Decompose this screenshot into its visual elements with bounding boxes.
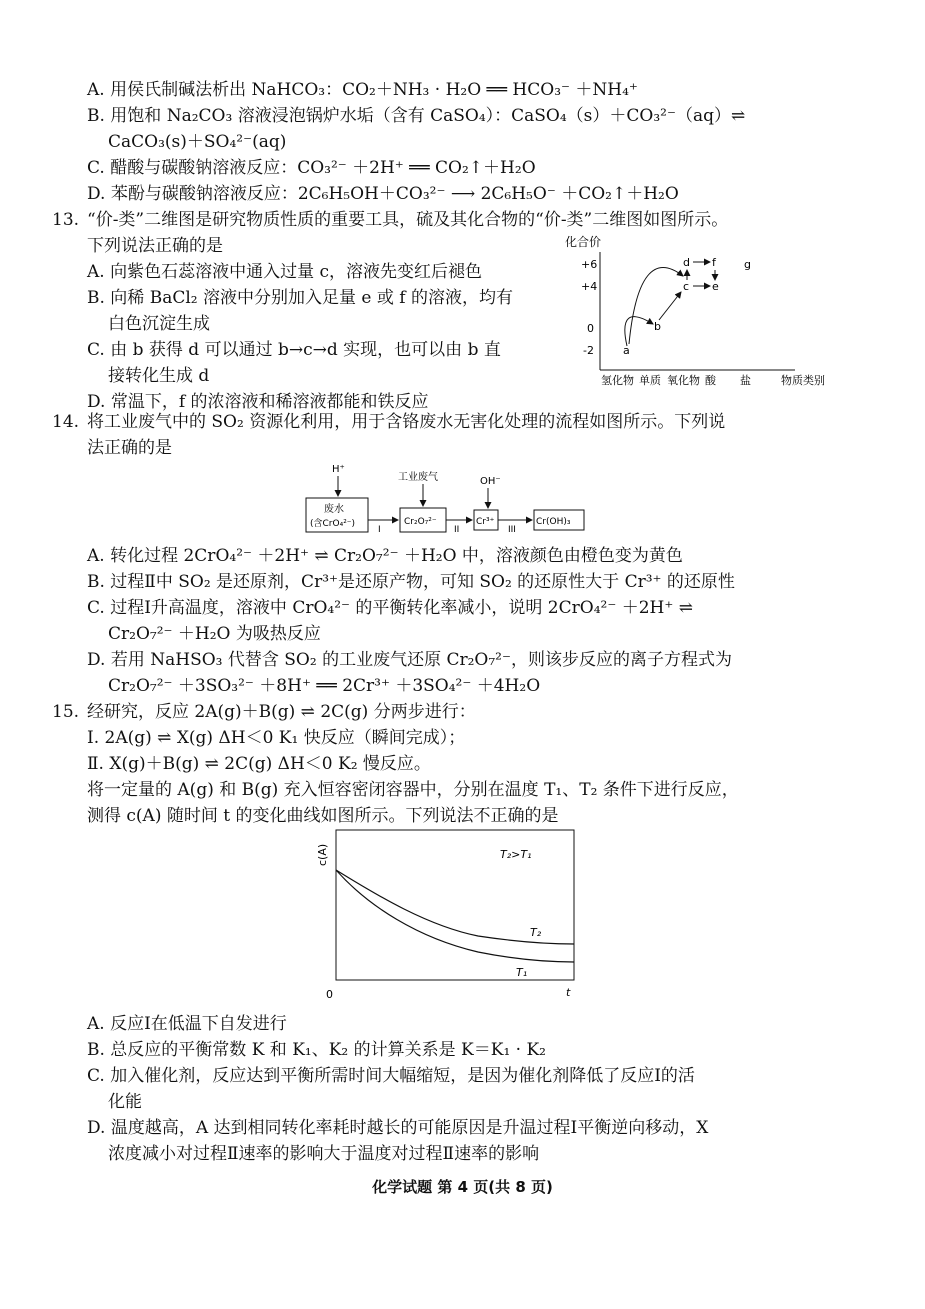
q15-stem-cont2: 测得 c(A) 随时间 t 的变化曲线如图所示。下列说法不正确的是 [87, 806, 559, 826]
graph-ylabel: c(A) [316, 843, 329, 866]
q15-option-a: A. 反应Ⅰ在低温下自发进行 [87, 1014, 287, 1034]
process-flow-diagram [300, 458, 600, 540]
graph-xlabel: t [566, 986, 571, 999]
diagram-xcat-oxide: 氧化物 [667, 374, 700, 387]
q12-option-c: C. 醋酸与碳酸钠溶液反应：CO₃²⁻ ＋2H⁺ ══ CO₂↑＋H₂O [87, 158, 536, 178]
q12-option-d: D. 苯酚与碳酸钠溶液反应：2C₆H₅OH＋CO₃²⁻ ⟶ 2C₆H₅O⁻ ＋CO₂↑＋H₂O [87, 184, 679, 204]
point-c: c [683, 280, 690, 293]
curve-t2-label: T₂ [530, 926, 542, 939]
q14-option-a: A. 转化过程 2CrO₄²⁻ ＋2H⁺ ⇌ Cr₂O₇²⁻ ＋H₂O 中，溶液颜色由橙色变为黄色 [87, 546, 683, 566]
diagram-xcat-hydride: 氢化物 [601, 374, 634, 387]
flow-box-dichromate-label: Cr₂O₇²⁻ [404, 517, 437, 527]
graph-note: T₂>T₁ [500, 848, 532, 861]
point-g: g [744, 258, 751, 271]
flow-step-2: II [454, 525, 460, 535]
q13-option-c-cont: 接转化生成 d [108, 366, 210, 386]
q15-option-c-cont: 化能 [108, 1092, 142, 1112]
diagram-xcat-element: 单质 [639, 374, 661, 387]
flow-h-plus: H⁺ [332, 464, 345, 475]
diagram-ylabel: 化合价 [565, 235, 602, 249]
point-f: f [712, 256, 716, 269]
valence-class-diagram [555, 232, 845, 390]
arrow-b-to-c [659, 292, 681, 320]
graph-frame [336, 830, 574, 980]
q15-reaction-2: Ⅱ. X(g)＋B(g) ⇌ 2C(g) ΔH＜0 K₂ 慢反应。 [87, 754, 431, 774]
q13-option-a: A. 向紫色石蕊溶液中通入过量 c，溶液先变红后褪色 [87, 262, 483, 282]
diagram-xcat-acid: 酸 [705, 374, 716, 387]
point-a: a [623, 344, 630, 357]
diagram-ytick-6: +6 [581, 258, 598, 271]
q14-stem-cont: 法正确的是 [87, 438, 172, 458]
flow-box-wastewater-line2: (含CrO₄²⁻) [310, 519, 356, 529]
q15-stem-cont: 将一定量的 A(g) 和 B(g) 充入恒容密闭容器中，分别在温度 T₁、T₂ 条件下进行反应， [87, 780, 739, 800]
q13-stem-cont: 下列说法正确的是 [87, 236, 223, 256]
q14-option-c-cont: Cr₂O₇²⁻ ＋H₂O 为吸热反应 [108, 624, 321, 644]
diagram-ytick-4: +4 [581, 280, 598, 293]
q15-reaction-1: Ⅰ. 2A(g) ⇌ X(g) ΔH＜0 K₁ 快反应（瞬间完成）； [87, 728, 466, 748]
q12-option-a: A. 用侯氏制碱法析出 NaHCO₃：CO₂＋NH₃ · H₂O ══ HCO₃⁻ ＋NH₄⁺ [87, 80, 638, 100]
point-e: e [712, 280, 719, 293]
point-b: b [654, 320, 661, 333]
curve-t1 [336, 870, 574, 962]
flow-box-wastewater-line1: 废水 [324, 504, 344, 515]
q15-option-c: C. 加入催化剂，反应达到平衡所需时间大幅缩短，是因为催化剂降低了反应Ⅰ的活 [87, 1066, 695, 1086]
q14-option-b: B. 过程Ⅱ中 SO₂ 是还原剂，Cr³⁺是还原产物，可知 SO₂ 的还原性大于 Cr³⁺ 的还原性 [87, 572, 735, 592]
concentration-time-graph [308, 826, 598, 1006]
q14-option-d-cont: Cr₂O₇²⁻ ＋3SO₃²⁻ ＋8H⁺ ══ 2Cr³⁺ ＋3SO₄²⁻ ＋4H₂O [108, 676, 541, 696]
q15-option-d: D. 温度越高，A 达到相同转化率耗时越长的可能原因是升温过程Ⅰ平衡逆向移动，X [87, 1118, 709, 1138]
q13-option-b-cont: 白色沉淀生成 [108, 314, 210, 334]
q15-stem: 经研究，反应 2A(g)＋B(g) ⇌ 2C(g) 分两步进行： [87, 702, 476, 722]
q15-number: 15. [52, 702, 80, 722]
flow-step-3: III [508, 525, 516, 535]
q14-option-d: D. 若用 NaHSO₃ 代替含 SO₂ 的工业废气还原 Cr₂O₇²⁻，则该步反应的离子方程式为 [87, 650, 732, 670]
diagram-xlabel: 物质类别 [781, 374, 825, 387]
q12-option-b-cont: CaCO₃(s)＋SO₄²⁻(aq) [108, 132, 287, 152]
q15-option-d-cont: 浓度减小对过程Ⅱ速率的影响大于温度对过程Ⅱ速率的影响 [108, 1144, 540, 1164]
flow-step-1: I [378, 525, 381, 535]
q13-number: 13. [52, 210, 80, 230]
q12-option-b: B. 用饱和 Na₂CO₃ 溶液浸泡锅炉水垢（含有 CaSO₄）：CaSO₄（s）＋CO₃²⁻（aq）⇌ [87, 106, 746, 126]
q13-option-c: C. 由 b 获得 d 可以通过 b→c→d 实现，也可以由 b 直 [87, 340, 501, 360]
diagram-xcat-salt: 盐 [740, 374, 751, 387]
flow-oh-minus: OH⁻ [480, 476, 501, 487]
graph-origin: 0 [326, 988, 333, 1001]
q13-stem: “价-类”二维图是研究物质性质的重要工具，硫及其化合物的“价-类”二维图如图所示。 [87, 210, 729, 230]
diagram-ytick-m2: -2 [583, 344, 594, 357]
q14-option-c: C. 过程Ⅰ升高温度，溶液中 CrO₄²⁻ 的平衡转化率减小，说明 2CrO₄²⁻ ＋2H⁺ ⇌ [87, 598, 693, 618]
q15-option-b: B. 总反应的平衡常数 K 和 K₁、K₂ 的计算关系是 K＝K₁ · K₂ [87, 1040, 546, 1060]
q13-option-d: D. 常温下，f 的浓溶液和稀溶液都能和铁反应 [87, 392, 429, 412]
flow-box-cr3-label: Cr³⁺ [476, 517, 495, 527]
q14-number: 14. [52, 412, 80, 432]
curve-t1-label: T₁ [516, 966, 528, 979]
point-d: d [683, 256, 690, 269]
q14-stem: 将工业废气中的 SO₂ 资源化利用，用于含铬废水无害化处理的流程如图所示。下列说 [87, 412, 726, 432]
diagram-ytick-0: 0 [587, 322, 594, 335]
q13-option-b: B. 向稀 BaCl₂ 溶液中分别加入足量 e 或 f 的溶液，均有 [87, 288, 513, 308]
flow-box-croh3-label: Cr(OH)₃ [536, 517, 571, 527]
page-footer: 化学试题 第 4 页(共 8 页) [372, 1178, 553, 1196]
flow-waste-gas: 工业废气 [398, 472, 438, 483]
